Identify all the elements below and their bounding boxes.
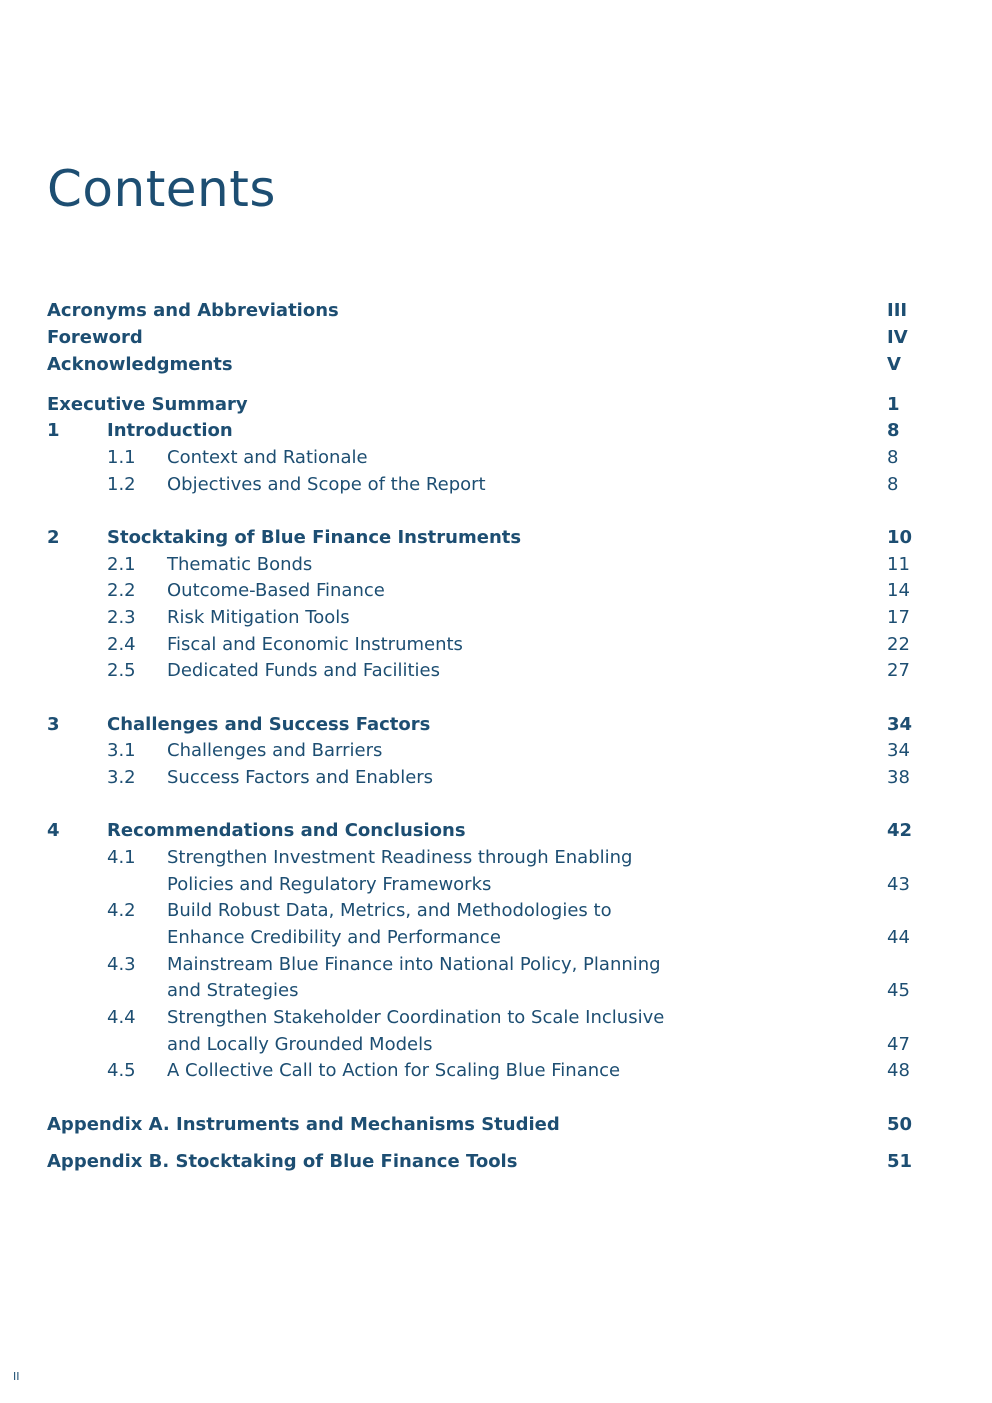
section-number: 2.1 — [107, 554, 136, 575]
toc-section-4-4-cont[interactable] — [0, 1031, 992, 1058]
section-label-line2: and Locally Grounded Models — [167, 1034, 433, 1055]
section-label-line1: Strengthen Investment Readiness through Enabling — [167, 847, 633, 868]
section-number: 2.5 — [107, 660, 136, 681]
toc-section-3-2[interactable] — [0, 764, 992, 791]
appendix-label: Appendix A. Instruments and Mechanisms Studied — [47, 1114, 560, 1135]
section-page: 38 — [887, 767, 910, 788]
section-number: 3.1 — [107, 740, 136, 761]
chapter-label: Introduction — [107, 420, 233, 441]
section-label: Success Factors and Enablers — [167, 767, 434, 788]
section-number: 4.3 — [107, 954, 136, 975]
toc-chapter-4[interactable] — [0, 817, 992, 844]
toc-entry-acronyms[interactable] — [0, 297, 992, 324]
toc-entry-label: Foreword — [47, 327, 143, 348]
section-label-line2: and Strategies — [167, 980, 299, 1001]
section-number: 4.5 — [107, 1060, 136, 1081]
section-number: 2.4 — [107, 634, 136, 655]
chapter-label: Recommendations and Conclusions — [107, 820, 466, 841]
section-label-line1: Build Robust Data, Metrics, and Methodologies to — [167, 900, 612, 921]
section-page: 45 — [887, 980, 910, 1001]
section-label: Context and Rationale — [167, 447, 368, 468]
toc-entry-label: Acknowledgments — [47, 354, 233, 375]
toc-section-2-4[interactable] — [0, 631, 992, 658]
section-label: Dedicated Funds and Facilities — [167, 660, 441, 681]
toc-chapter-1[interactable] — [0, 417, 992, 444]
toc-section-2-2[interactable] — [0, 577, 992, 604]
section-label-line1: Strengthen Stakeholder Coordination to Scale Inclusive — [167, 1007, 665, 1028]
toc-chapter-3[interactable] — [0, 711, 992, 738]
section-label: Risk Mitigation Tools — [167, 607, 350, 628]
toc-section-2-3[interactable] — [0, 604, 992, 631]
section-page: 14 — [887, 580, 910, 601]
toc-section-4-2[interactable] — [0, 897, 992, 924]
section-page: 8 — [887, 447, 899, 468]
toc-section-4-1-cont[interactable] — [0, 871, 992, 898]
section-page: 34 — [887, 740, 910, 761]
toc-section-1-1[interactable] — [0, 444, 992, 471]
section-label: Objectives and Scope of the Report — [167, 474, 486, 495]
toc-entry-page: IV — [887, 327, 908, 348]
section-page: 48 — [887, 1060, 910, 1081]
toc-entry-label: Executive Summary — [47, 394, 248, 415]
chapter-number: 2 — [47, 527, 60, 548]
section-page: 8 — [887, 474, 899, 495]
section-label-line1: Mainstream Blue Finance into National Policy, Planning — [167, 954, 661, 975]
section-label-line2: Policies and Regulatory Frameworks — [167, 874, 492, 895]
toc-entry-acknowledgments[interactable] — [0, 351, 992, 378]
toc-entry-executive-summary[interactable] — [0, 391, 992, 418]
appendix-page: 50 — [887, 1114, 913, 1135]
section-label: A Collective Call to Action for Scaling Blue Finance — [167, 1060, 621, 1081]
page-title: Contents — [47, 160, 276, 218]
page-number: II — [13, 1370, 20, 1383]
toc-section-2-1[interactable] — [0, 551, 992, 578]
toc-section-1-2[interactable] — [0, 471, 992, 498]
section-page: 47 — [887, 1034, 910, 1055]
chapter-page: 42 — [887, 820, 913, 841]
toc-entry-label: Acronyms and Abbreviations — [47, 300, 339, 321]
chapter-page: 8 — [887, 420, 900, 441]
section-number: 1.2 — [107, 474, 136, 495]
chapter-page: 34 — [887, 714, 913, 735]
section-number: 2.2 — [107, 580, 136, 601]
chapter-number: 1 — [47, 420, 60, 441]
toc-section-4-4[interactable] — [0, 1004, 992, 1031]
chapter-number: 4 — [47, 820, 60, 841]
section-number: 1.1 — [107, 447, 136, 468]
section-page: 43 — [887, 874, 910, 895]
section-number: 4.1 — [107, 847, 136, 868]
appendix-label: Appendix B. Stocktaking of Blue Finance Tools — [47, 1151, 518, 1172]
toc-entry-page: V — [887, 354, 901, 375]
toc-section-4-2-cont[interactable] — [0, 924, 992, 951]
section-number: 3.2 — [107, 767, 136, 788]
toc-entry-page: III — [887, 300, 908, 321]
toc-appendix-b[interactable] — [0, 1148, 992, 1175]
toc-section-4-1[interactable] — [0, 844, 992, 871]
section-page: 27 — [887, 660, 910, 681]
section-label: Challenges and Barriers — [167, 740, 383, 761]
section-label: Outcome-Based Finance — [167, 580, 385, 601]
section-label: Thematic Bonds — [167, 554, 313, 575]
toc-section-4-3[interactable] — [0, 951, 992, 978]
section-label-line2: Enhance Credibility and Performance — [167, 927, 501, 948]
section-label: Fiscal and Economic Instruments — [167, 634, 463, 655]
toc-entry-page: 1 — [887, 394, 900, 415]
toc-section-2-5[interactable] — [0, 657, 992, 684]
section-number: 4.2 — [107, 900, 136, 921]
section-page: 22 — [887, 634, 910, 655]
toc-section-4-5[interactable] — [0, 1057, 992, 1084]
section-number: 4.4 — [107, 1007, 136, 1028]
section-page: 44 — [887, 927, 910, 948]
chapter-page: 10 — [887, 527, 913, 548]
toc-chapter-2[interactable] — [0, 524, 992, 551]
chapter-label: Challenges and Success Factors — [107, 714, 431, 735]
toc-appendix-a[interactable] — [0, 1111, 992, 1138]
appendix-page: 51 — [887, 1151, 913, 1172]
section-number: 2.3 — [107, 607, 136, 628]
chapter-number: 3 — [47, 714, 60, 735]
toc-section-4-3-cont[interactable] — [0, 977, 992, 1004]
toc-section-3-1[interactable] — [0, 737, 992, 764]
section-page: 17 — [887, 607, 910, 628]
chapter-label: Stocktaking of Blue Finance Instruments — [107, 527, 522, 548]
toc-entry-foreword[interactable] — [0, 324, 992, 351]
section-page: 11 — [887, 554, 910, 575]
